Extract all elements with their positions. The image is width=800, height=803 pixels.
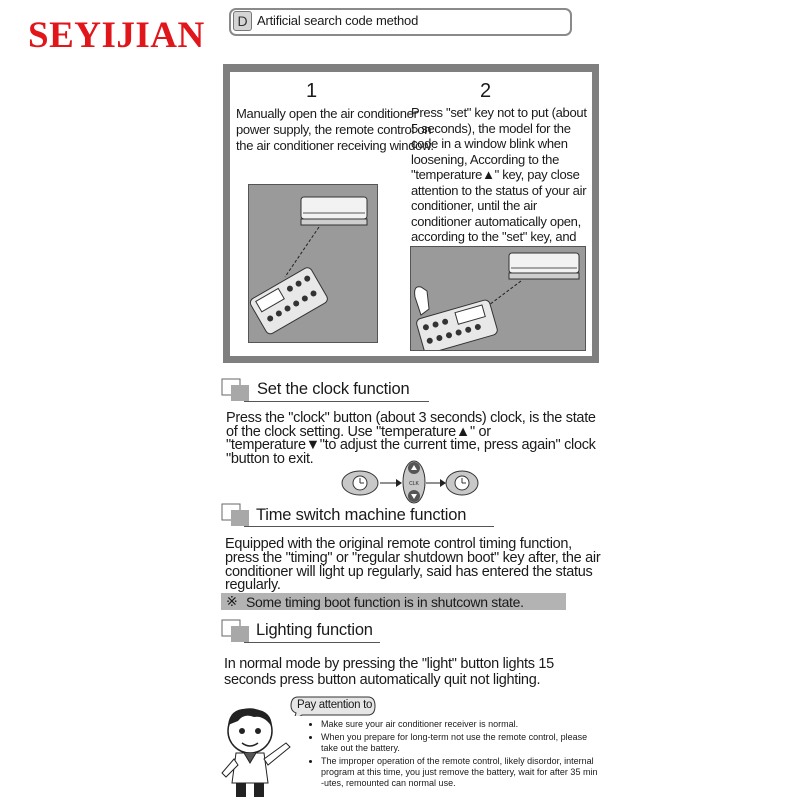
timer-note-text: Some timing boot function is in shutcown state. xyxy=(246,594,524,610)
air-conditioner-remote-icon xyxy=(249,185,377,342)
section-square-icon xyxy=(221,503,251,527)
list-item: • Make sure your air conditioner receiver is normal. xyxy=(321,719,601,730)
clock-temperature-buttons-icon xyxy=(340,458,480,504)
divider xyxy=(244,401,429,402)
pointing-boy-icon xyxy=(214,703,296,798)
clock-buttons-diagram xyxy=(340,458,480,504)
section-letter-badge: D xyxy=(233,11,252,31)
brand-logo: SEYIJIAN xyxy=(28,15,205,56)
step-2-number: 2 xyxy=(480,80,492,102)
divider xyxy=(244,642,380,643)
list-item: • The improper operation of the remote control, likely disordor, internal program at this time, you just remove the battery, wait for after 35 min -utes, remounted can normal use. xyxy=(321,756,601,789)
attention-label: Pay attention to xyxy=(297,699,373,711)
timer-section-title: Time switch machine function xyxy=(256,506,467,524)
pad-label: CLK xyxy=(409,481,419,487)
remote-set-illustration xyxy=(410,246,586,351)
reference-mark-icon: ※ xyxy=(226,593,238,609)
section-header-title: Artificial search code method xyxy=(257,13,419,28)
step-1-text: Manually open the air conditioner power supply, the remote control on the air conditioner receiving window. xyxy=(236,106,434,153)
clock-section-text: Press the "clock" button (about 3 seconds) clock, is the state of the clock setting. Use "temperature▲" or "temperature▼"to adjust the current time, press again" clock "button to exit. xyxy=(226,410,596,467)
attention-tips-list xyxy=(311,719,601,791)
lighting-section-title: Lighting function xyxy=(256,621,373,639)
section-square-icon xyxy=(221,619,251,643)
remote-aim-illustration xyxy=(248,184,378,343)
clock-section-title: Set the clock function xyxy=(257,380,410,398)
hand-pressing-remote-icon xyxy=(411,247,585,350)
divider xyxy=(244,526,494,527)
list-item: • When you prepare for long-term not use the remote control, please take out the battery. xyxy=(321,732,601,754)
step-2-text: Press "set" key not to put (about 5 seconds), the model for the code in a window blink when loosening, According to the "temperature▲" key, pay close attention to the status of your air conditioner, until the air conditioner automatically open, according to the "set" key, and xyxy=(411,105,587,244)
lighting-section-text: In normal mode by pressing the "light" button lights 15 seconds press button automatically quit not lighting. xyxy=(224,656,554,688)
timer-section-text: Equipped with the original remote control timing function, press the "timing" or "regular shutdown boot" key after, the air conditioner will light up regularly, said has entered the status regularly. xyxy=(225,536,601,594)
section-square-icon xyxy=(221,378,251,402)
step-1-number: 1 xyxy=(306,80,318,102)
cartoon-boy-illustration xyxy=(214,703,296,798)
